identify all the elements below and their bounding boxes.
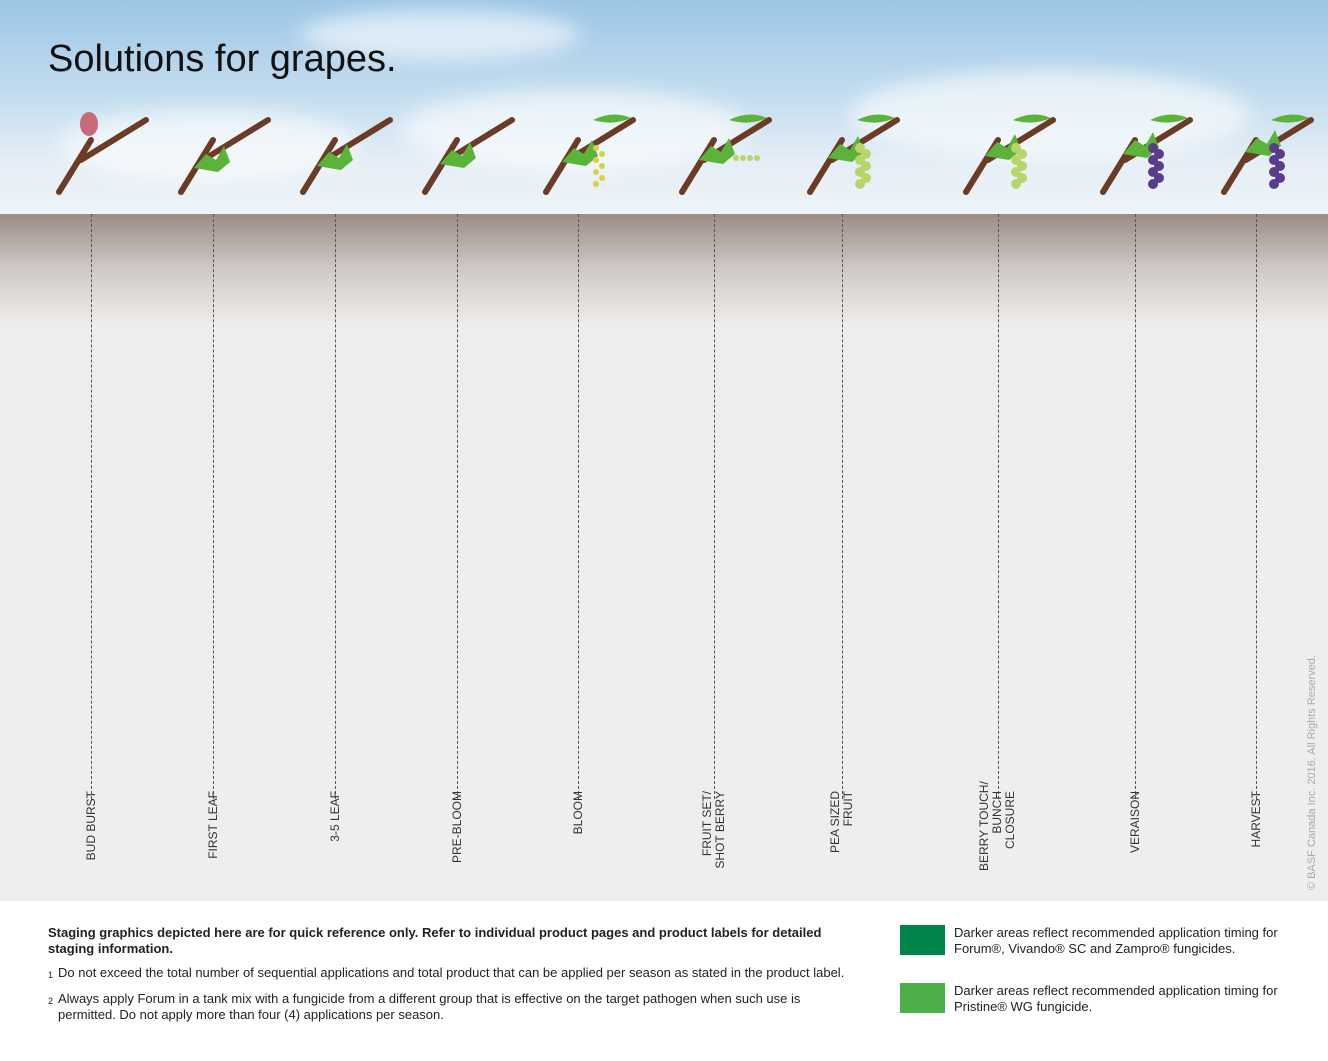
stage-label: BLOOM <box>571 791 585 835</box>
staging-chart <box>0 214 1328 901</box>
stage-divider <box>213 214 214 799</box>
vine-stage-icon <box>51 100 151 200</box>
vine-stage-icon <box>538 100 638 200</box>
vine-stage-icon <box>802 100 902 200</box>
stage-label: BUD BURST <box>84 791 98 861</box>
stage-divider <box>91 214 92 799</box>
stage-label: VERAISON <box>1128 791 1142 854</box>
stage-divider <box>1135 214 1136 799</box>
stage-divider <box>1256 214 1257 799</box>
stage-label: FIRST LEAF <box>206 791 220 859</box>
stage-divider <box>714 214 715 799</box>
vine-stage-icon <box>417 100 517 200</box>
footnote-1: 1 Do not exceed the total number of sequential applications and total product that can be applied per season as stated in the product label. <box>48 965 845 980</box>
stage-label: PRE-BLOOM <box>450 791 464 864</box>
stage-divider <box>842 214 843 799</box>
vine-stage-icon <box>1216 100 1316 200</box>
page-title: Solutions for grapes. <box>48 38 397 80</box>
vine-stage-icon <box>674 100 774 200</box>
disclaimer: Staging graphics depicted here are for quick reference only. Refer to individual product pages and product labels for detailed staging information. <box>48 925 822 956</box>
stage-divider <box>457 214 458 799</box>
legend-swatch-dark-green <box>900 925 945 955</box>
stage-label: PEA SIZED FRUIT <box>828 791 855 854</box>
vine-stage-icon <box>295 100 395 200</box>
stage-label: FRUIT SET/ SHOT BERRY <box>700 791 727 869</box>
stage-label: HARVEST <box>1249 791 1263 848</box>
legend-swatch-light-green <box>900 983 945 1013</box>
legend-item-pristine: Darker areas reflect recommended application timing for Pristine® WG fungicide. <box>900 983 1300 1015</box>
stage-divider <box>578 214 579 799</box>
copyright: © BASF Canada Inc. 2016. All Rights Reserved. <box>1306 655 1318 890</box>
vine-stage-icon <box>1095 100 1195 200</box>
vine-stage-icon <box>173 100 273 200</box>
vine-stage-icon <box>958 100 1058 200</box>
footnote-2: 2 Always apply Forum in a tank mix with a fungicide from a different group that is effective on the target pathogen when such use is permitted. Do not apply more than four (4) applications per season. <box>48 991 801 1022</box>
stage-divider <box>998 214 999 799</box>
stage-label: BERRY TOUCH/ BUNCH CLOSURE <box>977 781 1017 871</box>
stage-label: 3-5 LEAF <box>328 791 342 842</box>
legend-item-forum: Darker areas reflect recommended application timing for Forum®, Vivando® SC and Zampro® fungicides. <box>900 925 1300 957</box>
stage-divider <box>335 214 336 799</box>
notes <box>48 925 858 1031</box>
